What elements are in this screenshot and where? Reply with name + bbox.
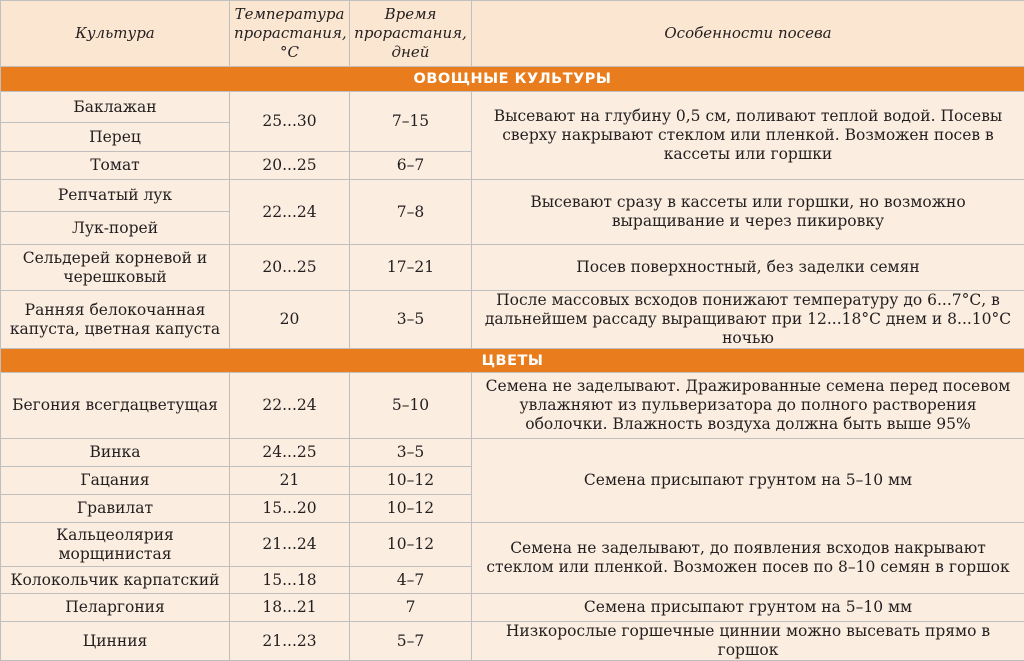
temperature-cell: 20...25 xyxy=(230,152,350,180)
days-cell: 10–12 xyxy=(350,495,472,523)
culture-name: Баклажан xyxy=(1,92,230,123)
temperature-cell: 15...18 xyxy=(230,567,350,594)
culture-name: Сельдерей корневой и черешковый xyxy=(1,245,230,291)
temperature-cell: 20 xyxy=(230,291,350,349)
culture-name: Кальцеолярия морщинистая xyxy=(1,523,230,567)
days-cell: 3–5 xyxy=(350,439,472,467)
culture-name: Гравилат xyxy=(1,495,230,523)
table-row xyxy=(1,291,1024,349)
days-cell: 7–8 xyxy=(350,180,472,245)
header-time: Время прорастания, дней xyxy=(350,1,472,67)
table-row xyxy=(1,523,1024,567)
header-temperature: Температура прорастания, °С xyxy=(230,1,350,67)
table-row xyxy=(1,594,1024,622)
section-flowers: ЦВЕТЫ xyxy=(1,349,1024,373)
temperature-cell: 20...25 xyxy=(230,245,350,291)
header-culture: Культура xyxy=(1,1,230,67)
culture-name: Перец xyxy=(1,123,230,152)
days-cell: 6–7 xyxy=(350,152,472,180)
section-vegetables: ОВОЩНЫЕ КУЛЬТУРЫ xyxy=(1,67,1024,92)
note-cell: Посев поверхностный, без заделки семян xyxy=(472,245,1024,291)
culture-name: Пеларгония xyxy=(1,594,230,622)
temperature-cell: 22...24 xyxy=(230,180,350,245)
culture-name: Ранняя белокочанная капуста, цветная капуста xyxy=(1,291,230,349)
days-cell: 5–7 xyxy=(350,622,472,661)
table-row xyxy=(1,373,1024,439)
days-cell: 5–10 xyxy=(350,373,472,439)
culture-name: Винка xyxy=(1,439,230,467)
temperature-cell: 25...30 xyxy=(230,92,350,152)
note-cell: Семена присыпают грунтом на 5–10 мм xyxy=(472,439,1024,523)
note-cell: Семена не заделывают, до появления всходов накрывают стеклом или пленкой. Возможен посев по 8–10 семян в горшок xyxy=(472,523,1024,594)
note-cell: После массовых всходов понижают температуру до 6...7°С, в дальнейшем рассаду выращивают при 12...18°С днем и 8...10°С ночью xyxy=(472,291,1024,349)
days-cell: 3–5 xyxy=(350,291,472,349)
culture-name: Колокольчик карпатский xyxy=(1,567,230,594)
days-cell: 7–15 xyxy=(350,92,472,152)
note-cell: Семена присыпают грунтом на 5–10 мм xyxy=(472,594,1024,622)
culture-name: Лук-порей xyxy=(1,212,230,245)
note-cell: Семена не заделывают. Дражированные семена перед посевом увлажняют из пульверизатора до полного растворения оболочки. Влажность воздуха должна быть выше 95% xyxy=(472,373,1024,439)
section-row xyxy=(1,349,1024,373)
table-row xyxy=(1,245,1024,291)
note-cell: Высевают сразу в кассеты или горшки, но возможно выращивание и через пикировку xyxy=(472,180,1024,245)
header-features: Особенности посева xyxy=(472,1,1024,67)
temperature-cell: 21...23 xyxy=(230,622,350,661)
culture-name: Гацания xyxy=(1,467,230,495)
table-row xyxy=(1,180,1024,212)
days-cell: 10–12 xyxy=(350,523,472,567)
temperature-cell: 18...21 xyxy=(230,594,350,622)
culture-name: Бегония всегдацветущая xyxy=(1,373,230,439)
days-cell: 10–12 xyxy=(350,467,472,495)
note-cell: Высевают на глубину 0,5 см, поливают теплой водой. Посевы сверху накрывают стеклом или пленкой. Возможен посев в кассеты или горшки xyxy=(472,92,1024,180)
table-row xyxy=(1,92,1024,123)
temperature-cell: 22...24 xyxy=(230,373,350,439)
temperature-cell: 21...24 xyxy=(230,523,350,567)
days-cell: 17–21 xyxy=(350,245,472,291)
table-row xyxy=(1,439,1024,467)
days-cell: 7 xyxy=(350,594,472,622)
temperature-cell: 24...25 xyxy=(230,439,350,467)
days-cell: 4–7 xyxy=(350,567,472,594)
temperature-cell: 15...20 xyxy=(230,495,350,523)
culture-name: Репчатый лук xyxy=(1,180,230,212)
temperature-cell: 21 xyxy=(230,467,350,495)
table-row xyxy=(1,622,1024,661)
culture-name: Цинния xyxy=(1,622,230,661)
section-row xyxy=(1,67,1024,92)
note-cell: Низкорослые горшечные циннии можно высевать прямо в горшок xyxy=(472,622,1024,661)
header-row xyxy=(1,1,1024,67)
culture-name: Томат xyxy=(1,152,230,180)
